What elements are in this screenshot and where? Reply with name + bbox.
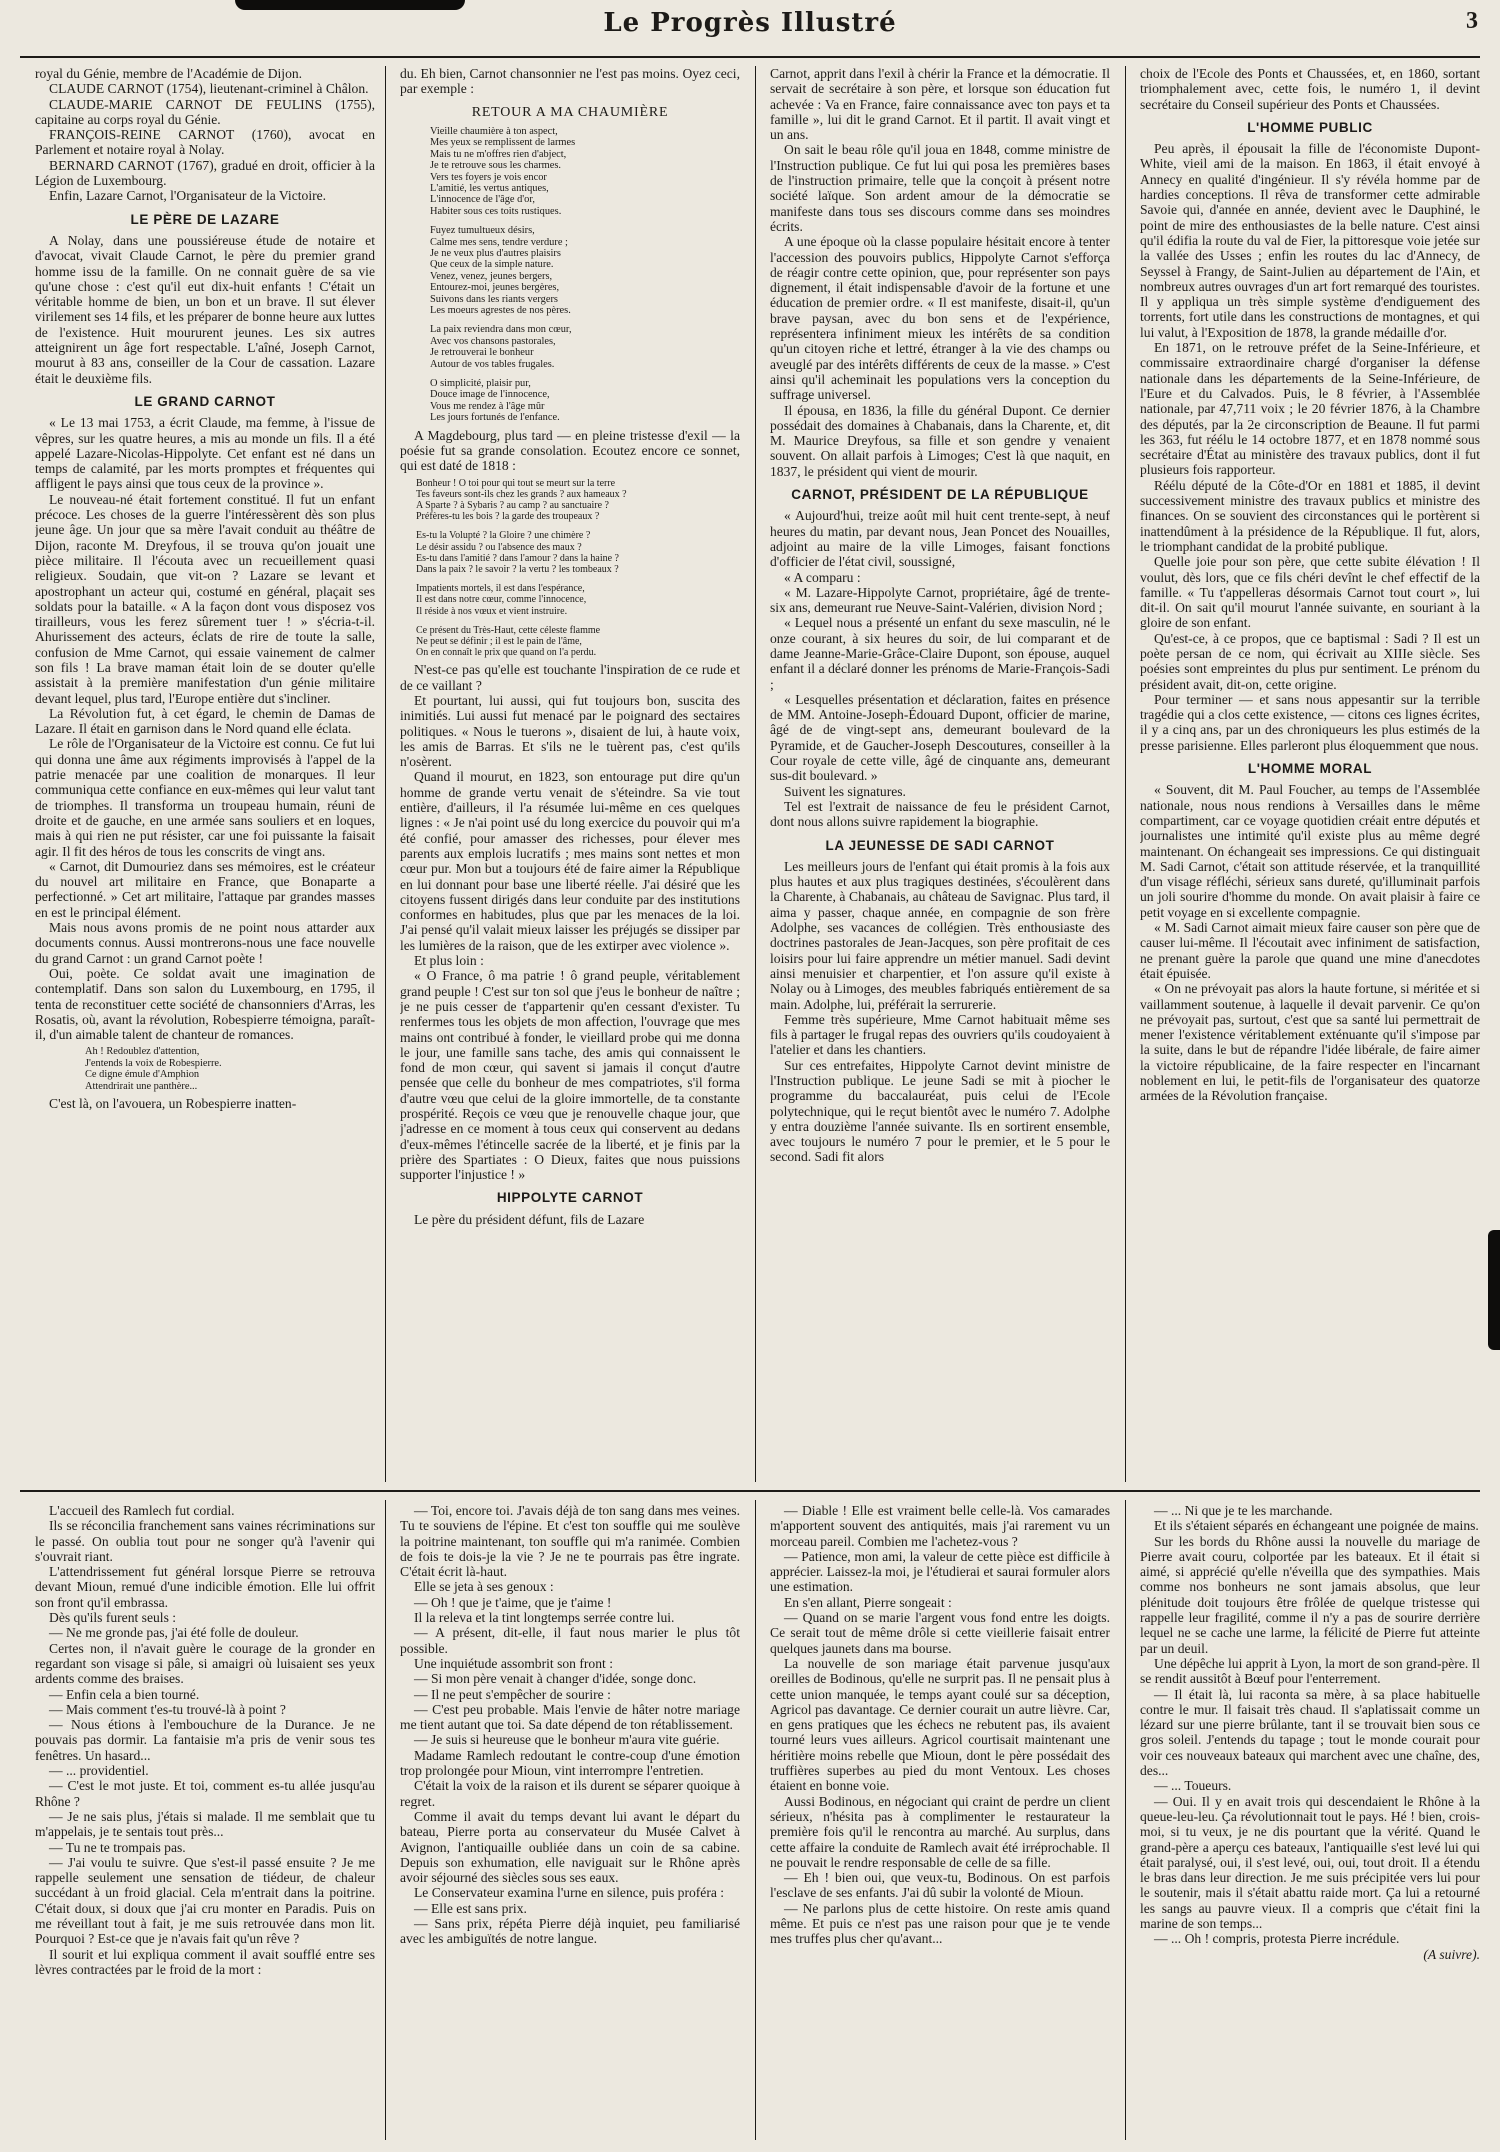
paragraph: En 1871, on le retrouve préfet de la Seine-Inférieure, et commissaire extraordinaire chargé d'organiser la défense nationale dans les départements de la Seine-Inférieure, de l'Eure et du Calvados. Puis, le 8 février, à l'Assemblée nationale, par 47,711 voix ; le 20 février 1876, à la Chambre des députés, par la 2e circonscription de Beaune. Il fut parmi les 363, fut réélu le 14 octobre 1877, et en 1878 nommé sous secrétaire d'État au ministère des travaux publics, dont il fut plusieurs fois rapporteur. — [1140, 340, 1480, 478]
poem-line: Dans la paix ? le savoir ? la vertu ? les tombeaux ? — [416, 563, 619, 575]
poem-line: Vous me rendez à l'âge mûr — [430, 400, 545, 412]
poem-line: Habiter sous ces toits rustiques. — [430, 205, 562, 217]
verse-quote — [85, 1046, 375, 1092]
paragraph: — ... Ni que je te les marchande. — [1154, 1503, 1333, 1518]
paragraph: « M. Sadi Carnot aimait mieux faire causer son père que de causer lui-même. Il l'écoutait avec infiniment de satisfaction, ne prenant guère la parole que quand une mine d'anecdotes était épuisée. — [1140, 920, 1480, 981]
paragraph: Les meilleurs jours de l'enfant qui était promis à la fois aux plus hautes et aux plus tragiques destinées, s'écoulèrent dans la Charente, à Chabanais, au château de Savignac. Plus tard, il aima y passer, chaque année, en compagnie de son frère Adolphe, ses vacances de collégien. Très enthousiaste des doctrines pastorales de Jean-Jacques, son père profitait de ces loisirs pour lui faire apprendre un métier manuel. Sadi devint ainsi menuisier et charpentier, et l'on assure qu'il existe à Nolay ou à Limoges, des meubles fabriqués entièrement de sa main. Adolphe, lui, préférait la serrurerie. — [770, 858, 1110, 1012]
paragraph: Réélu député de la Côte-d'Or en 1881 et 1885, il devint successivement ministre des travaux publics et ministre des finances. On se souvient des circonstances qui le portèrent si inattendûment à la présidence de la République. Il fut, alors, le triomphant candidat de la probité publique. — [1140, 477, 1480, 554]
poem-line: Mais tu ne m'offres rien d'abject, — [430, 148, 567, 160]
paragraph: BERNARD CARNOT (1767), gradué en droit, officier à la Légion de Luxembourg. — [35, 157, 375, 189]
paragraph: — Eh ! bien oui, que veux-tu, Bodinous. On est parfois l'esclave de ses enfants. J'ai dû subir la volonté de Mioun. — [770, 1870, 1110, 1901]
sonnet — [416, 478, 740, 659]
paragraph: — Il ne peut s'empêcher de sourire : — [414, 1686, 611, 1702]
header-rule — [20, 56, 1480, 58]
paragraph: — Je ne sais plus, j'étais si malade. Il me semblait que tu m'appelais, je te sentais tout près... — [35, 1808, 375, 1840]
section-heading: L'HOMME MORAL — [1247, 761, 1373, 777]
paragraph: Quand il mourut, en 1823, son entourage put dire qu'un homme de grande vertu venait de s'éteindre. Sa vie tout entière, d'ailleurs, il l'a résumée lui-même en ces quelques lignes : « Je n'ai point usé du long exercice du pouvoir qui m'a été confié, pour amasser des richesses, pour élever mes parents aux emplois lucratifs ; mes mains sont nettes et mon cœur pur. Mon but a toujours été de faire aimer la République en lui donnant pour base une liberté réelle. J'ai désiré que les citoyens fussent dirigés dans leur conduite par des institutions conformes en habitudes, plus que par les menaces de la loi. J'ai pensé qu'il valait mieux laisser les préjugés se dissiper par les lumières de la raison, que de les extirper avec violence ». — [400, 769, 740, 953]
paragraph: choix de l'Ecole des Ponts et Chaussées, et, en 1860, sortant triomphalement avec, cette fois, le numéro 1, il devint secrétaire du Conseil supérieur des Ponts et Chaussées. — [1140, 66, 1480, 112]
paragraph: royal du Génie, membre de l'Académie de Dijon. — [35, 66, 303, 81]
paragraph: Il épousa, en 1836, la fille du général Dupont. Ce dernier possédait des domaines à Chabanais, dans la Charente, et, dit M. Maurice Dreyfous, sa fille et son gendre y venaient souvent. On allait parfois à Limoges; C'est là que naquit, en 1837, le président qui vient de mourir. — [770, 402, 1110, 479]
paragraph: — Mais comment t'es-tu trouvé-là à point ? — [49, 1701, 286, 1717]
article-column-2 — [400, 66, 740, 1482]
paragraph: « M. Lazare-Hippolyte Carnot, propriétaire, âgé de trente-six ans, demeurant rue Neuve-Saint-Valérien, division Nord ; — [770, 584, 1110, 616]
poem-line: Les moeurs agrestes de nos pères. — [430, 304, 571, 316]
paragraph: — Tu ne te trompais pas. — [49, 1839, 186, 1855]
paragraph: Pour terminer — et sans nous appesantir sur la terrible tragédie qui a clos cette existence, — citons ces lignes écrites, il y a cinq ans, par un des chroniqueurs les plus estimés de la presse parisienne. Elles parleront plus éloquemment que nous. — [1140, 691, 1480, 753]
poem-line: Entourez-moi, jeunes bergères, — [430, 282, 560, 294]
paragraph: L'attendrissement fut général lorsque Pierre se retrouva devant Mioun, remué d'une indicible émotion. Elle lui offrit son front qu'il embrassa. — [35, 1564, 375, 1610]
paragraph: — C'est le mot juste. Et toi, comment es-tu allée jusqu'au Rhône ? — [35, 1778, 375, 1809]
paragraph: Quelle joie pour son père, que cette subite élévation ! Il voulut, dès lors, que ce fils chéri devînt le chef effectif de la famille. « Tu t'appelleras désormais Carnot tout court », lui dit-il. On sait qu'il mourut l'année suivante, en souriant à la gloire de son enfant. — [1140, 554, 1480, 631]
paragraph: « Aujourd'hui, treize août mil huit cent trente-sept, à neuf heures du matin, par devant nous, Jean Poncet des Nouailles, adjoint au maire de la ville Limoges, faisant fonctions d'officier de l'état civil, soussigné, — [770, 508, 1110, 570]
poem-line: Calme mes sens, tendre verdure ; — [430, 236, 568, 248]
poem-line: Ne peut se définir ; il est le pain de l'âme, — [416, 635, 582, 647]
paragraph: — J'ai voulu te suivre. Que s'est-il passé ensuite ? Je me rappelle seulement une sensation de tiédeur, de chaleur succédant à un froid glacial. Cela m'entrait dans la poitrine. C'était doux, si doux que j'ai cru monter en Paradis. Puis on me réveillant tout à fait, je me suis retrouvée dans mon lit. Pourquoi ? Est-ce que je n'avais fait qu'un rêve ? — [35, 1854, 375, 1947]
paragraph: Qu'est-ce, à ce propos, que ce baptismal : Sadi ? Il est un poète persan de ce nom, qui écrivait au XIIIe siècle. Ses poésies sont empreintes du plus pur sentiment. Le prénom du président avait, dit-on, cette origine. — [1140, 630, 1480, 692]
poem-line: Bonheur ! O toi pour qui tout se meurt sur la terre — [416, 477, 616, 489]
poem-line: Es-tu dans l'amitié ? dans l'amour ? dans la haine ? — [416, 552, 619, 564]
paragraph: Comme il avait du temps devant lui avant le départ du bateau, Pierre porta au conservateur du Musée Calvet à Avignon, l'antiquaille oubliée dans un coin de sa cabine. Depuis son exhumation, elle naviguait sur le Rhône après avoir séjourné des siècles sous ses eaux. — [400, 1808, 740, 1886]
verse-line: Ah ! Redoublez d'attention, — [85, 1046, 200, 1058]
paragraph: Certes non, il n'avait guère le courage de la gronder en regardant son visage si pâle, si amaigri où luisaient ses yeux ardents comme des braises. — [35, 1640, 375, 1687]
paragraph: L'accueil des Ramlech fut cordial. — [49, 1503, 235, 1518]
paragraph: Oui, poète. Ce soldat avait une imagination de contemplatif. Dans son salon du Luxembourg, en 1795, il tenta de reconstituer cette société de chansonniers d'Arras, les Rosatis, où, avant la révolution, Robespierre témoigna, paraît-il, d'un aimable talent de chanteur de romances. — [35, 965, 375, 1043]
paragraph: « On ne prévoyait pas alors la haute fortune, si méritée et si vaillamment soutenue, à laquelle il devait parvenir. Ce qu'on ne prévoyait pas, surtout, c'est que sa santé lui permettrait de mener l'existence véritablement exténuante qu'il s'impose par la suite, dans le but de répandre l'idée libérale, de faire aimer la victoire républicaine, de la faire respecter en l'incarnant noblement en lui, le petit-fils de l'organisateur des quatorze armées de la Révolution française. — [1140, 981, 1480, 1104]
poem — [430, 126, 740, 424]
newspaper-title: Le Progrès Illustré — [603, 8, 897, 38]
poem-line: Autour de vos tables frugales. — [430, 358, 555, 370]
column-rule — [1125, 66, 1126, 1482]
paragraph: Peu après, il épousait la fille de l'économiste Dupont-White, vieil ami de la maison. En 1863, il était envoyé à Annecy en qualité d'ingénieur. Il s'y révéla homme par de hardies conceptions. Il rêva de transformer cette admirable Savoie qui, d'année en année, devient avec le Dauphiné, le point de mire des enthousiastes de la belle nature. C'est ainsi qu'il édifia la route du val de Fier, la pittoresque voie jetée sur la vallée des Usses ; enfin les routes du lac d'Annecy, de Seyssel à Frangy, de Saint-Julien au département de l'Ain, et nombreux autres ouvrages d'un art fort remarqué des touristes. Il y appliqua un très simple système d'endiguement des torrents, fort utile dans les constructions de montagnes, et qui lui valut, à l'Exposition de 1878, la grande médaille d'or. — [1140, 141, 1480, 340]
feuilleton-column-3 — [770, 1503, 1110, 2143]
feuilleton-column-4 — [1140, 1503, 1480, 2143]
poem-line: A Sparte ? à Sybaris ? au camp ? au sanctuaire ? — [416, 499, 609, 511]
poem-line: Les jours fortunés de l'enfance. — [430, 412, 560, 424]
paragraph: Et plus loin : — [414, 953, 484, 969]
article-column-1 — [35, 66, 375, 1482]
paragraph: — Ne me gronde pas, j'ai été folle de douleur. — [49, 1625, 299, 1641]
paragraph: « Le 13 mai 1753, a écrit Claude, ma femme, à l'issue de vêpres, sur les quatre heures, a mis au monde un fils. Il a été appelé Lazare-Nicolas-Hippolyte. Cet enfant est né dans un temps de calamité, par les morts promptes et fréquentes qui affligent le pays ainsi que tous ceux de la province ». — [35, 415, 375, 492]
column-rule — [1125, 1500, 1126, 2140]
paragraph: Une inquiétude assombrit son front : — [414, 1655, 613, 1671]
paragraph: Le père du président défunt, fils de Lazare — [414, 1211, 645, 1227]
to-be-continued: (A suivre). — [1423, 1946, 1480, 1962]
paragraph: « Souvent, dit M. Paul Foucher, au temps de l'Assemblée nationale, nous nous rendions à Versailles dans le même compartiment, car ce voyage quotidien créait entre députés et journalistes une intimité qu'il existe plus au même degré maintenant. On échangeait ses impressions. Ce qui distinguait M. Sadi Carnot, c'était son attitude réservée, et la tranquillité d'un visage réfléchi, sérieux sans dureté, qu'illuminait parfois un joli sourire d'homme du monde. On avait plaisir à faire ce petit voyage en si excellente compagnie. — [1140, 782, 1480, 920]
paragraph: « Lequel nous a présenté un enfant du sexe masculin, né le onze courant, à six heures du soir, de lui comparant et de dame Jeanne-Marie-Grâce-Claire Dupont, son épouse, auquel enfant il a déclaré donner les prénoms de Marie-François-Sadi ; — [770, 615, 1110, 692]
paragraph: Le Conservateur examina l'urne en silence, puis proféra : — [414, 1885, 725, 1901]
column-rule — [755, 1500, 756, 2140]
paragraph: Sur les bords du Rhône aussi la nouvelle du mariage de Pierre avait couru, colportée par les bateaux. Et il était si aimé, si apprécié qu'elle n'éveilla que des sympathies. Mais comme nos bonheurs ne sont jamais absolus, que leur plénitude doit toujours être frôlée de quelque tristesse qui rappelle leur fragilité, comme il n'y a pas de sourire derrière lequel ne se cache une larme, la félicité de Pierre fut atteinte par un deuil. — [1140, 1533, 1480, 1656]
poem-line: Impatients mortels, il est dans l'espérance, — [416, 583, 585, 595]
paragraph: — Oh ! que je t'aime, que je t'aime ! — [414, 1594, 612, 1610]
paragraph: « A comparu : — [784, 569, 861, 585]
paragraph: — A présent, dit-elle, il faut nous marier le plus tôt possible. — [400, 1625, 740, 1656]
paragraph: « O France, ô ma patrie ! ô grand peuple, véritablement grand peuple ! C'est sur ton sol que j'eus le bonheur de naître ; je ne puis cesser de t'appartenir qu'en cessant d'exister. Tu renfermes tous les objets de mon affection, l'ouvrage que mes mains ont contribué à fonder, le vieillard probe qui me donna le jour, une famille sans tache, des amis qui connaissent le fond de mon cœur, qui savent si jamais il conçut d'autre pensée que celle du bonheur de mes compatriotes, s'il forma d'autre vœu que celui de la gloire immortelle, de ta constante prospérité. Reçois ce vœu que je renouvelle chaque jour, que j'adresse en ce moment à tous ceux qui conservent au dedans d'eux-mêmes l'étincelle sacrée de la liberté, et je finis par la prière des Spartiates : O Dieux, faites que nous puissions supporter l'injustice ! » — [400, 968, 740, 1183]
paragraph: Femme très supérieure, Mme Carnot habituait même ses fils à partager le frugal repas des ouvriers qu'ils coudoyaient à l'atelier et dans les chantiers. — [770, 1011, 1110, 1058]
paragraph: Tel est l'extrait de naissance de feu le président Carnot, dont nous allons suivre rapidement la biographie. — [770, 798, 1110, 830]
poem-line: Avec vos chansons pastorales, — [430, 335, 556, 347]
paragraph: Le rôle de l'Organisateur de la Victoire est connu. Ce fut lui qui donna une âme aux régiments improvisés à l'appel de la patrie menacée par une coalition de monarques. Il leur communiqua cette confiance en eux-mêmes qui leur valut tant de triomphes. Il transforma un troupeau humain, réuni de droite et de gauche, en une armée sans souliers et en loques, mais à qui rien ne put résister, car une foi puissante la faisait agir. Il fit des héros de tous les conscrits de vingt ans. — [35, 736, 375, 859]
paragraph: — Oui. Il y en avait trois qui descendaient le Rhône à la queue-leu-leu. Ça révolutionnait tout le pays. Hé ! bien, crois-moi, si tu veux, je ne dis pourtant que la vérité. Quand le grand-père a aperçu ces bateaux, l'antiquaille s'est levé lui qui était paralysé, oui, il s'est levé, oui, oui, tout droit. Il a étendu le bras dans leur direction. Je me suis précipitée vers lui pour le soutenir, mais il s'était abattu raide mort. Ça lui a retourné les sangs au pauvre vieux. Il a compris que c'était fini la marine de son temps... — [1140, 1793, 1480, 1932]
paragraph: Il sourit et lui expliqua comment il avait soufflé entre ses lèvres contractées par le froid de la mort : — [35, 1946, 375, 1977]
verse-line: J'entends la voix de Robespierre. — [85, 1057, 222, 1069]
paragraph: — Il était là, lui raconta sa mère, à sa place habituelle contre le mur. Il faisait très chaud. Il s'aplatissait comme un lézard sur une pierre brûlante, tant il se trouvait bien sous ce gros soleil. J'entends du tapage ; tout le monde courait pour voir ces nouveaux bateaux qui marchent avec une chaîne, des, des... — [1140, 1686, 1480, 1779]
poem-line: Mes yeux se remplissent de larmes — [430, 137, 576, 149]
section-heading: CARNOT, PRÉSIDENT DE LA RÉPUBLIQUE — [791, 487, 1089, 503]
feuilleton-rule — [20, 1490, 1480, 1492]
poem-line: Vieille chaumière à ton aspect, — [430, 125, 558, 137]
column-rule — [755, 66, 756, 1482]
paragraph: — Sans prix, répéta Pierre déjà inquiet, peu familiarisé avec les ambiguïtés de notre langue. — [400, 1916, 740, 1947]
paragraph: — Diable ! Elle est vraiment belle celle-là. Vos camarades m'apportent souvent des antiquités, mais j'ai rarement vu un morceau pareil. Combien me l'achetez-vous ? — [770, 1503, 1110, 1549]
poem-line: Il est dans notre cœur, comme l'innocence, — [416, 594, 587, 606]
paragraph: Enfin, Lazare Carnot, l'Organisateur de la Victoire. — [49, 188, 327, 204]
poem-line: L'innocence de l'âge d'or, — [430, 194, 536, 206]
paragraph: — Je suis si heureuse que le bonheur m'aura vite guérie. — [414, 1732, 720, 1748]
paragraph: Et ils s'étaient séparés en échangeant une poignée de mains. — [1154, 1518, 1479, 1534]
paragraph: FRANÇOIS-REINE CARNOT (1760), avocat en Parlement et notaire royal à Nolay. — [35, 127, 375, 158]
paragraph: Dès qu'ils furent seuls : — [49, 1610, 177, 1626]
paragraph: — ... providentiel. — [49, 1763, 149, 1779]
paragraph: CLAUDE CARNOT (1754), lieutenant-criminel à Châlon. — [49, 81, 369, 97]
paragraph: Mais nous avons promis de ne point nous attarder aux documents connus. Aussi montrerons-nous une face nouvelle du grand Carnot : un grand Carnot poète ! — [35, 920, 375, 966]
poem-line: La paix reviendra dans mon cœur, — [430, 324, 572, 336]
article-column-4 — [1140, 66, 1480, 1482]
paragraph: — Quand on se marie l'argent vous fond entre les doigts. Ce serait tout de même drôle si cette vieillerie faisait entrer quelques jaunets dans ma bourse. — [770, 1610, 1110, 1656]
paragraph: — Ne parlons plus de cette histoire. On reste amis quand même. Et puis ce n'est pas une raison pour que je te vende mes truffes plus cher qu'avant... — [770, 1900, 1110, 1947]
paragraph: Ils se réconcilia franchement sans vaines récriminations sur le passé. On oublia tout pour ne songer qu'à l'avenir qui s'ouvrait riant. — [35, 1518, 375, 1564]
paragraph: N'est-ce pas qu'elle est touchante l'inspiration de ce rude et de ce vaillant ? — [400, 662, 740, 693]
ink-blot — [1488, 1230, 1500, 1350]
paragraph: On sait le beau rôle qu'il joua en 1848, comme ministre de l'Instruction publique. Ce fut lui qui posa les premières bases de l'instruction primaire, telle que la conçoit à présent notre société laïque. Son ardent amour de la démocratie se manifeste dans tous ses discours comme dans ses moindres écrits. — [770, 142, 1110, 234]
paragraph: — Si mon père venait à changer d'idée, songe donc. — [414, 1671, 697, 1687]
paragraph: — Toi, encore toi. J'avais déjà de ton sang dans mes veines. Tu te souviens de l'épine. Et c'est ton souffle qui me soulève la poitrine maintenant, ton souffle qui m'a ranimée. Combien de fois te dois-je la vie ? Je ne te pourrais pas être ingrate. C'était écrit là-haut. — [400, 1503, 740, 1580]
paragraph: — ... Oh ! compris, protesta Pierre incrédule. — [1154, 1931, 1400, 1947]
paragraph: Sur ces entrefaites, Hippolyte Carnot devint ministre de l'Instruction publique. Le jeune Sadi se mit à piocher le programme du baccalauréat, puis celui de l'Ecole polytechnique, qui le reçut bientôt avec le numéro 7. Adolphe y entra douzième l'année suivante. Ils en sortirent ensemble, avec toujours le numéro 7 pour le premier, et le 5 pour le second. Sadi fit alors — [770, 1057, 1110, 1165]
paragraph: — Patience, mon ami, la valeur de cette pièce est difficile à apprécier. Laissez-la moi, je l'étudierai et saurai formuler alors une estimation. — [770, 1548, 1110, 1595]
paragraph: — Nous étions à l'embouchure de la Durance. Je ne pouvais pas dormir. La fantaisie m'a pris de venir sous tes fenêtres. Un hasard... — [35, 1717, 375, 1763]
poem-line: Vers tes foyers je vois encor — [430, 171, 547, 183]
paragraph: Une dépêche lui apprit à Lyon, la mort de son grand-père. Il se rendit aussitôt à Bœuf pour l'enterrement. — [1140, 1655, 1480, 1687]
paragraph: « Carnot, dit Dumouriez dans ses mémoires, est le créateur du nouvel art militaire en France, que Bonaparte a perfectionné. » Cet art militaire, l'attaque par grandes masses en est le principal élément. — [35, 858, 375, 920]
feuilleton-column-1 — [35, 1503, 375, 2143]
paragraph: — Enfin cela a bien tourné. — [49, 1686, 200, 1702]
page-number: 3 — [1466, 8, 1478, 34]
paragraph: Carnot, apprit dans l'exil à chérir la France et la démocratie. Il servait de secrétaire à son père, et lorsque son éducation fut achevée : Va en France, faire connaissance avec ton pays et ta famille », lui dit le grand Carnot. Et il partit. Il avait vingt et un ans. — [770, 66, 1110, 143]
poem-line: Venez, venez, jeunes bergers, — [430, 270, 553, 282]
section-heading: L'HOMME PUBLIC — [1247, 119, 1373, 135]
section-heading: HIPPOLYTE CARNOT — [496, 1190, 644, 1206]
poem-line: Suivons dans les riants vergers — [430, 293, 558, 305]
paragraph: C'était la voix de la raison et ils durent se séparer quoique à regret. — [400, 1778, 740, 1809]
paragraph: C'est là, on l'avouera, un Robespierre inatten- — [49, 1096, 297, 1112]
paragraph: — Elle est sans prix. — [414, 1900, 527, 1916]
paragraph: Madame Ramlech redoutant le contre-coup d'une émotion trop prolongée pour Mioun, vint interrompre l'entretien. — [400, 1747, 740, 1779]
paragraph: En s'en allant, Pierre songeait : — [784, 1594, 952, 1610]
paragraph: « Lesquelles présentation et déclaration, faites en présence de MM. Antoine-Joseph-Édouard Dupont, officier de marine, âgé de de vingt-sept ans, demeurant boulevard de la Pyramide, et de Gaucher-Joseph Descoutures, conseiller à la Cour royale de cette ville, âgé de cinquante ans, demeurant sus-dit boulevard. » — [770, 691, 1110, 784]
paragraph: Suivent les signatures. — [784, 783, 906, 799]
poem-line: Douce image de l'innocence, — [430, 389, 550, 401]
poem-title: RETOUR A MA CHAUMIÈRE — [471, 104, 669, 120]
paragraph: La nouvelle de son mariage était parvenue jusqu'aux oreilles de Bodinous, qu'elle ne surprit pas. Il ne pensait plus à cette union manquée, le temps ayant coulé sur sa déception, Agricol pas davantage. Ce dernier courait un autre lièvre. Car, en gens pratiques que les échecs ne rebutent pas, ils avaient tourné leurs vues ailleurs. Agricol courtisait maintenant une héritière moins rebelle que Mioun, dont le père possédait des truffières superbes au pied du mont Ventoux. Les choses étaient en bonne voie. — [770, 1655, 1110, 1794]
article-column-3 — [770, 66, 1110, 1482]
poem-line: On en connaît le prix que quand on l'a perdu. — [416, 647, 597, 659]
poem-line: Le désir assidu ? ou l'absence des maux ? — [416, 541, 582, 553]
paragraph: Aussi Bodinous, en négociant qui craint de perdre un client sérieux, n'hésita pas à complimenter le restaurateur la première fois qu'il le rencontra au marché. Au surplus, dans cette affaire la conduite de Ramlech avait été irréprochable. Il ne pouvait le rendre responsable de celle de sa fille. — [770, 1793, 1110, 1870]
paragraph: A une époque où la classe populaire hésitait encore à tenter l'accession des pouvoirs publics, Hippolyte Carnot s'efforça de réagir contre cette opinion, que, pour représenter son pays dignement, il était indispensable d'avoir de la fortune et une éducation de premier ordre. « Il est manifeste, disait-il, qu'un brave paysan, avec du bon sens et de l'expérience, représentera infiniment mieux les intérêts de sa condition qu'un citoyen riche et lettré, étranger à la vie des champs ou aveuglé par des intérêts différents de ceux de la masse. » C'est ainsi qu'il acheminait les populations vers la conception du suffrage universel. — [770, 234, 1110, 403]
paragraph: La Révolution fut, à cet égard, le chemin de Damas de Lazare. Il était en garnison dans le Nord quand elle éclata. — [35, 705, 375, 737]
poem-line: L'amitié, les vertus antiques, — [430, 182, 549, 194]
poem-line: Que ceux de la simple nature. — [430, 259, 554, 271]
paragraph: A Nolay, dans une poussiéreuse étude de notaire et d'avocat, vivait Claude Carnot, le père du premier grand homme issu de la famille. On ne connait guère de sa vie qu'une chose : c'est qu'il eut dix-huit enfants ! C'était un véritable homme de bien, un bon et un brave. Il sut élever virilement ses 14 fils, et les préparer de bonne heure aux luttes de l'existence. Huit moururent jeunes. Les six autres atteignirent un âge fort respectable. L'aîné, Joseph Carnot, mourut à 83 ans, conseiller de la Cour de cassation. Lazare était le deuxième fils. — [35, 232, 375, 386]
paragraph: Et pourtant, lui aussi, qui fut toujours bon, suscita des inimitiés. Lui aussi fut menacé par le poignard des sectaires politiques. « Nous le tuerons », disaient de lui, à haute voix, les amis de Barras. Et s'ils ne le tuèrent pas, c'est qu'ils n'osèrent. — [400, 692, 740, 770]
poem-line: Fuyez tumultueux désirs, — [430, 225, 535, 237]
feuilleton-column-2 — [400, 1503, 740, 2143]
masthead — [0, 8, 1500, 48]
paragraph: Il la releva et la tint longtemps serrée contre lui. — [414, 1610, 675, 1626]
verse-line: Attendrirait une panthère... — [85, 1080, 198, 1092]
section-heading: LE GRAND CARNOT — [134, 393, 276, 409]
poem-line: Il réside à nos vœux et vient instruire. — [416, 605, 568, 617]
paragraph: Elle se jeta à ses genoux : — [414, 1579, 554, 1595]
section-heading: LA JEUNESSE DE SADI CARNOT — [825, 837, 1055, 853]
paragraph: CLAUDE-MARIE CARNOT DE FEULINS (1755), capitaine au corps royal du Génie. — [35, 96, 375, 127]
paragraph: — ... Toueurs. — [1154, 1778, 1232, 1794]
poem-line: O simplicité, plaisir pur, — [430, 378, 531, 390]
verse-line: Ce digne émule d'Amphion — [85, 1069, 200, 1081]
poem-line: Préfères-tu les bois ? la garde des troupeaux ? — [416, 511, 600, 523]
paragraph: — C'est peu probable. Mais l'envie de hâter notre mariage me tient autant que toi. Sa date dépend de ton rétablissement. — [400, 1701, 740, 1733]
paragraph: Le nouveau-né était fortement constitué. Il fut un enfant précoce. Les choses de la guerre l'intéressèrent dès son plus jeune âge. Un jour que sa mère l'avait conduit au théâtre de Dijon, raconte M. Dreyfous, il se trouva qu'on jouait une pièce militaire. Il l'écouta avec un recueillement quasi religieux. Soudain, que vit-on ? Lazare se levant et apostrophant un acteur qui, costumé en général, plaçait ses soldats pour la bataille. « A la façon dont vous disposez vos tirailleurs, vous les ferez sûrement tuer ! » s'écria-t-il. Ahurissement des acteurs, éclats de rire de toute la salle, confusion de Mme Carnot, qui essaie vainement de calmer son fils ! La brave maman était loin de se douter qu'elle assistait à la première manifestation d'un génie militaire devant lequel, plus tard, l'Europe entière dut s'incliner. — [35, 491, 375, 706]
poem-line: Tes faveurs sont-ils chez les grands ? aux hameaux ? — [416, 488, 627, 500]
poem-line: Es-tu la Volupté ? la Gloire ? une chimère ? — [416, 530, 591, 542]
paragraph: A Magdebourg, plus tard — en pleine tristesse d'exil — la poésie fut sa grande consolation. Ecoutez encore ce sonnet, qui est daté de 1818 : — [400, 427, 740, 474]
poem-line: Je te retrouve sous les charmes. — [430, 160, 561, 172]
column-rule — [385, 66, 386, 1482]
poem-line: Je retrouverai le bonheur — [430, 347, 534, 359]
column-rule — [385, 1500, 386, 2140]
paragraph: du. Eh bien, Carnot chansonnier ne l'est pas moins. Oyez ceci, par exemple : — [400, 66, 740, 97]
poem-line: Ce présent du Très-Haut, cette céleste flamme — [416, 624, 601, 636]
poem-line: Je ne veux plus d'autres plaisirs — [430, 247, 561, 259]
section-heading: LE PÈRE DE LAZARE — [130, 211, 280, 227]
